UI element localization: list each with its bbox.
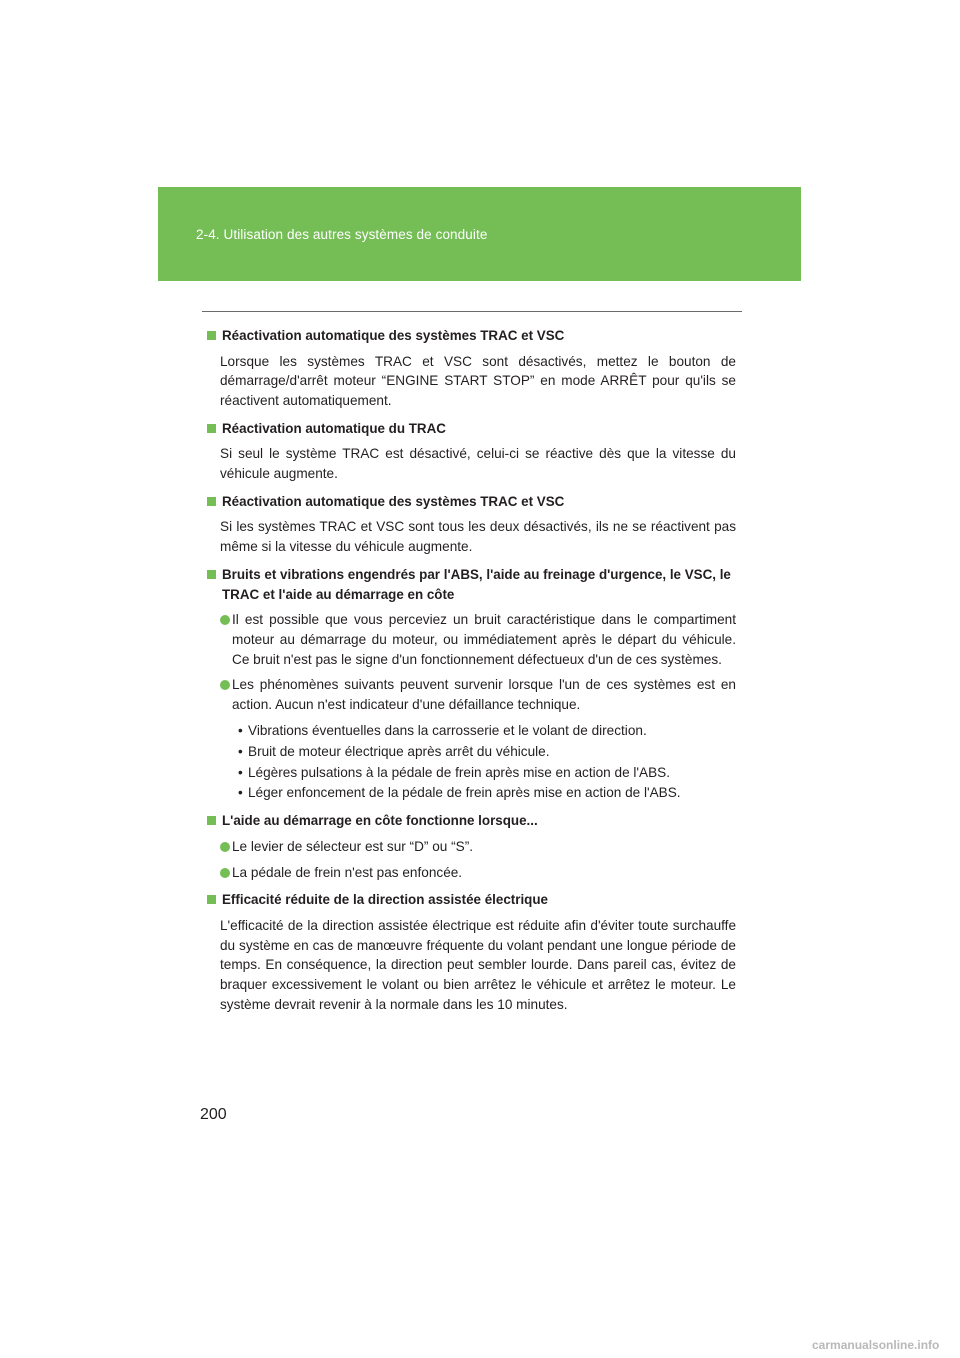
dot-marker-icon: •: [238, 764, 243, 780]
section-paragraph: Si seul le système TRAC est désactivé, celui-ci se réactive dès que la vitesse du véhicule augmente.: [220, 446, 736, 482]
section-heading-text: Réactivation automatique du TRAC: [222, 420, 446, 436]
section-noises-vibrations: [206, 565, 736, 803]
section-heading: [206, 565, 736, 604]
round-bullet-icon: [220, 615, 230, 625]
dot-marker-icon: •: [238, 785, 243, 801]
header-band: [158, 187, 801, 281]
watermark: carmanualsonline.info: [812, 1338, 940, 1352]
section-title: 2-4. Utilisation des autres systèmes de conduite: [196, 227, 488, 242]
square-bullet-icon: [207, 570, 216, 579]
sub-item: [206, 763, 736, 783]
section-heading: [206, 419, 736, 439]
section-heading-text: L'aide au démarrage en côte fonctionne lorsque...: [222, 813, 538, 829]
bullet-text: Il est possible que vous perceviez un bruit caractéristique dans le compartiment moteur au démarrage du moteur, ou immédiatement après le départ du véhicule. Ce bruit n'est pas le signe d'un fonctionnement défectueux d'un de ces systèmes.: [232, 612, 736, 667]
section-paragraph: Lorsque les systèmes TRAC et VSC sont désactivés, mettez le bouton de démarrage/d'arrêt moteur “ENGINE START STOP” en mode ARRÊT pour qu'ils se réactivent automatiquement.: [220, 353, 736, 409]
round-bullet-icon: [220, 842, 230, 852]
section-heading: [206, 811, 736, 831]
bullet-item: [206, 837, 736, 857]
square-bullet-icon: [207, 331, 216, 340]
section-heading: [206, 492, 736, 512]
section-heading: [206, 326, 736, 346]
square-bullet-icon: [207, 424, 216, 433]
sub-item: [206, 742, 736, 762]
page-number: 200: [200, 1106, 227, 1123]
square-bullet-icon: [207, 816, 216, 825]
section-reactivation-trac: [206, 419, 736, 484]
section-reactivation-trac-vsc: [206, 326, 736, 411]
square-bullet-icon: [207, 497, 216, 506]
bullet-text: Les phénomènes suivants peuvent survenir lorsque l'un de ces systèmes est en action. Aucun n'est indicateur d'une défaillance technique.: [232, 677, 736, 713]
section-reactivation-both: [206, 492, 736, 557]
section-heading-text: Bruits et vibrations engendrés par l'ABS, l'aide au freinage d'urgence, le VSC, le TRAC et l'aide au démarrage en côte: [222, 567, 731, 602]
section-heading: [206, 890, 736, 910]
section-heading-text: Efficacité réduite de la direction assistée électrique: [222, 892, 548, 908]
bullet-text: Le levier de sélecteur est sur “D” ou “S”.: [232, 838, 474, 854]
section-heading-text: Réactivation automatique des systèmes TRAC et VSC: [222, 328, 565, 343]
section-paragraph: Si les systèmes TRAC et VSC sont tous les deux désactivés, ils ne se réactivent pas même si la vitesse du véhicule augmente.: [220, 519, 736, 555]
divider-rule: [202, 311, 742, 312]
bullet-item: [206, 610, 736, 669]
sub-item-text: Léger enfoncement de la pédale de frein après mise en action de l'ABS.: [248, 785, 681, 801]
round-bullet-icon: [220, 868, 230, 878]
bullet-item: [206, 863, 736, 883]
dot-marker-icon: •: [238, 743, 243, 759]
page-content: [206, 326, 736, 1023]
section-heading-text: Réactivation automatique des systèmes TRAC et VSC: [222, 493, 565, 509]
section-paragraph: L'efficacité de la direction assistée électrique est réduite afin d'éviter toute surchauffe du système en cas de manœuvre fréquente du volant pendant une longue période de temps. En conséquence, la direction peut sembler lourde. Dans pareil cas, évitez de braquer excessivement le volant ou bien arrêtez le véhicule et arrêtez le moteur. Le système devrait revenir à la normale dans les 10 minutes.: [220, 917, 736, 1013]
sub-item: [206, 783, 736, 803]
bullet-item: [206, 675, 736, 715]
sub-item-text: Légères pulsations à la pédale de frein après mise en action de l'ABS.: [248, 764, 670, 780]
section-hill-start-assist: [206, 811, 736, 882]
round-bullet-icon: [220, 680, 230, 690]
sub-item-text: Bruit de moteur électrique après arrêt du véhicule.: [248, 743, 550, 759]
square-bullet-icon: [207, 895, 216, 904]
section-power-steering: [206, 890, 736, 1014]
dot-marker-icon: •: [238, 723, 243, 739]
sub-item: [206, 721, 736, 741]
sub-item-text: Vibrations éventuelles dans la carrosserie et le volant de direction.: [248, 723, 647, 739]
bullet-text: La pédale de frein n'est pas enfoncée.: [232, 864, 463, 880]
